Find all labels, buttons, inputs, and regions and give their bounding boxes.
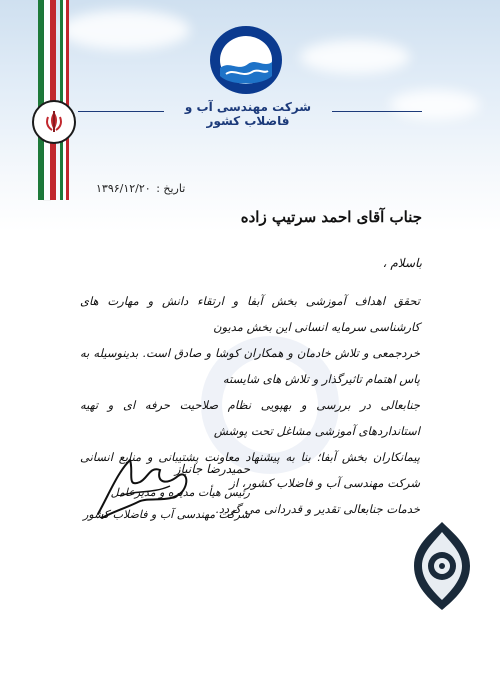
iran-emblem-icon: [32, 100, 76, 144]
company-name: شرکت مهندسی آب و فاضلاب کشور: [184, 100, 312, 128]
body-line: جنابعالی در بررسی و بهپویی نظام صلاحیت حرفه ای و تهیه استانداردهای آموزشی مشاغل تحت پوشش: [80, 398, 420, 438]
signatory-title: رئیس هیأت مدیره و مدیرعامل: [110, 486, 250, 499]
body-line: خردجمعی و تلاش خادمان و همکاران کوشا و صادق است. بدینوسیله به پاس اهتمام تاثیرگذار و تلاش های شایسته: [80, 346, 420, 386]
date-line: [96, 182, 185, 195]
body-line: خدمات جنابعالی تقدیر و قدردانی می گردد.: [215, 502, 420, 516]
cloud-decoration: [60, 10, 190, 50]
signatory-organization: شرکت مهندسی آب و فاضلاب کشور: [83, 508, 250, 521]
decorative-ornament-icon: [410, 520, 474, 612]
date-label: تاریخ :: [156, 182, 186, 195]
body-line: پیمانکاران بخش آبفا؛ بنا به پیشنهاد معاونت پشتیبانی و منابع انسانی شرکت مهندسی آب و فاضلاب کشور، از: [80, 450, 420, 490]
greeting: باسلام ،: [382, 256, 422, 270]
header-rule: [332, 111, 422, 112]
recipient: جناب آقای احمد سرتیپ زاده: [240, 208, 422, 226]
body-line: تحقق اهداف آموزشی بخش آبفا و ارتقاء دانش و مهارت های کارشناسی سرمایه انسانی این بخش مدیون: [80, 294, 420, 334]
cloud-decoration: [390, 90, 480, 120]
signatory-name: حمیدرضا جانباز: [174, 462, 250, 476]
flag-stripe-red: [66, 0, 69, 200]
date-value: ۱۳۹۶/۱۲/۲۰: [96, 182, 151, 195]
water-drop-logo-icon: [206, 24, 286, 96]
header-rule: [78, 111, 164, 112]
cloud-decoration: [300, 40, 410, 74]
